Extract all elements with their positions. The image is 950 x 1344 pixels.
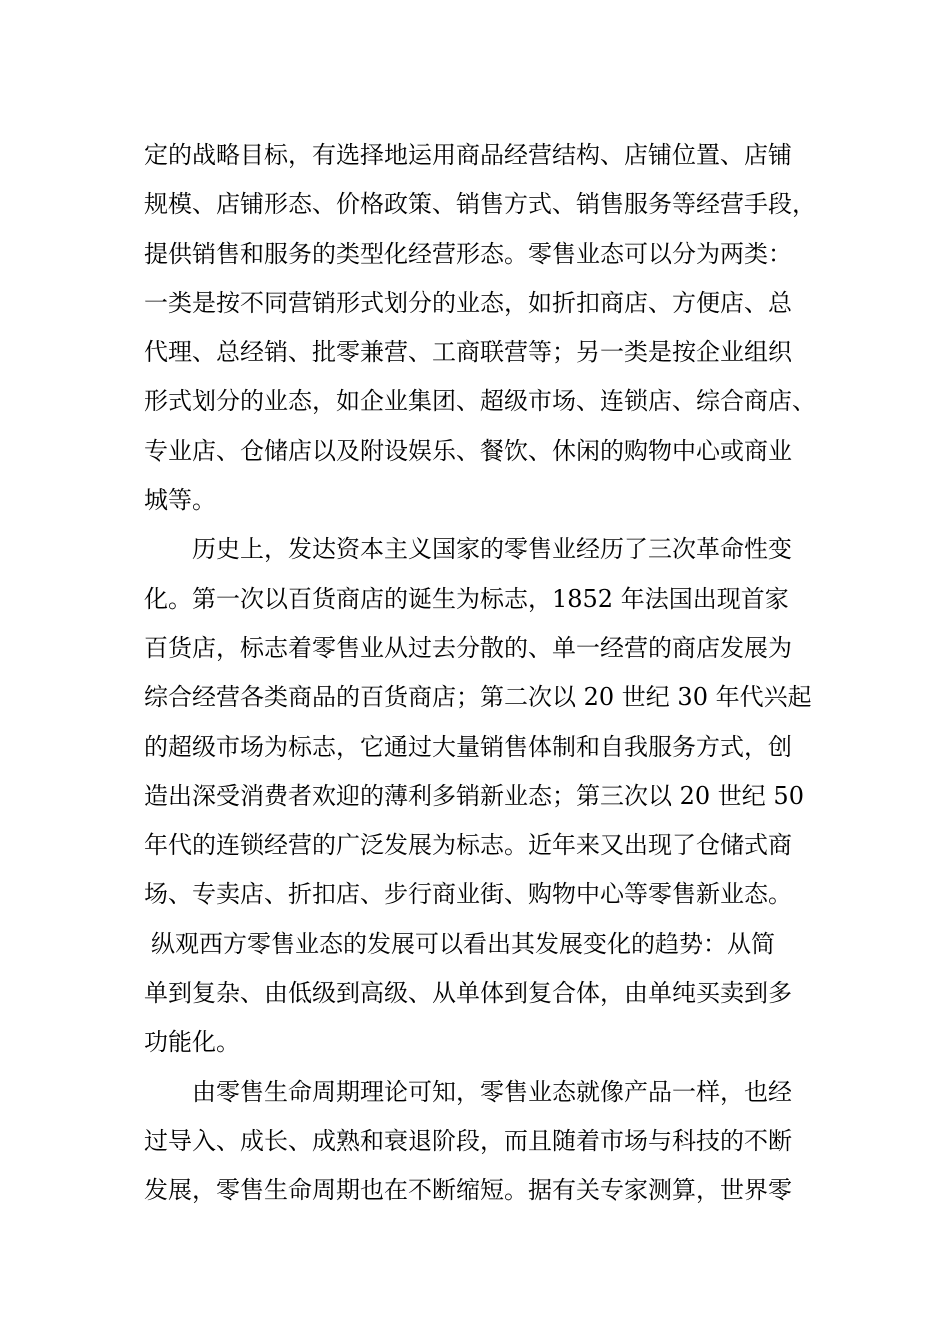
text-line: 城等。: [144, 486, 216, 515]
body-text: [144, 131, 844, 1216]
text-line: 形式划分的业态，如企业集团、超级市场、连锁店、综合商店、: [144, 387, 816, 416]
text-line: 提供销售和服务的类型化经营形态。零售业态可以分为两类：: [144, 239, 792, 268]
text-line: 的超级市场为标志，它通过大量销售体制和自我服务方式，创: [144, 732, 792, 761]
text-line: 化。第一次以百货商店的诞生为标志，1852 年法国出现首家: [144, 584, 789, 613]
text-line: 造出深受消费者欢迎的薄利多销新业态；第三次以 20 世纪 50: [144, 781, 804, 810]
text-line: 年代的连锁经营的广泛发展为标志。近年来又出现了仓储式商: [144, 831, 792, 860]
text-line: 规模、店铺形态、价格政策、销售方式、销售服务等经营手段，: [144, 190, 816, 219]
text-line: 百货店，标志着零售业从过去分散的、单一经营的商店发展为: [144, 633, 792, 662]
text-line: 专业店、仓储店以及附设娱乐、餐饮、休闲的购物中心或商业: [144, 436, 792, 465]
text-line: 发展，零售生命周期也在不断缩短。据有关专家测算，世界零: [144, 1176, 792, 1205]
text-line: 定的战略目标，有选择地运用商品经营结构、店铺位置、店铺: [144, 141, 792, 169]
text-line: 场、专卖店、折扣店、步行商业街、购物中心等零售新业态。: [144, 880, 792, 909]
text-line: 单到复杂、由低级到高级、从单体到复合体，由单纯买卖到多: [144, 979, 792, 1008]
text-line: 功能化。: [144, 1028, 240, 1057]
text-line: 代理、总经销、批零兼营、工商联营等；另一类是按企业组织: [144, 338, 792, 367]
text-line: 纵观西方零售业态的发展可以看出其发展变化的趋势：从简: [151, 929, 775, 958]
paragraph-start-line: 历史上，发达资本主义国家的零售业经历了三次革命性变: [192, 535, 792, 564]
text-line: 一类是按不同营销形式划分的业态，如折扣商店、方便店、总: [144, 288, 792, 317]
paragraph-start-line: 由零售生命周期理论可知，零售业态就像产品一样，也经: [192, 1077, 792, 1106]
text-line: 过导入、成长、成熟和衰退阶段，而且随着市场与科技的不断: [144, 1126, 792, 1155]
text-line: 综合经营各类商品的百货商店；第二次以 20 世纪 30 年代兴起: [144, 683, 812, 712]
